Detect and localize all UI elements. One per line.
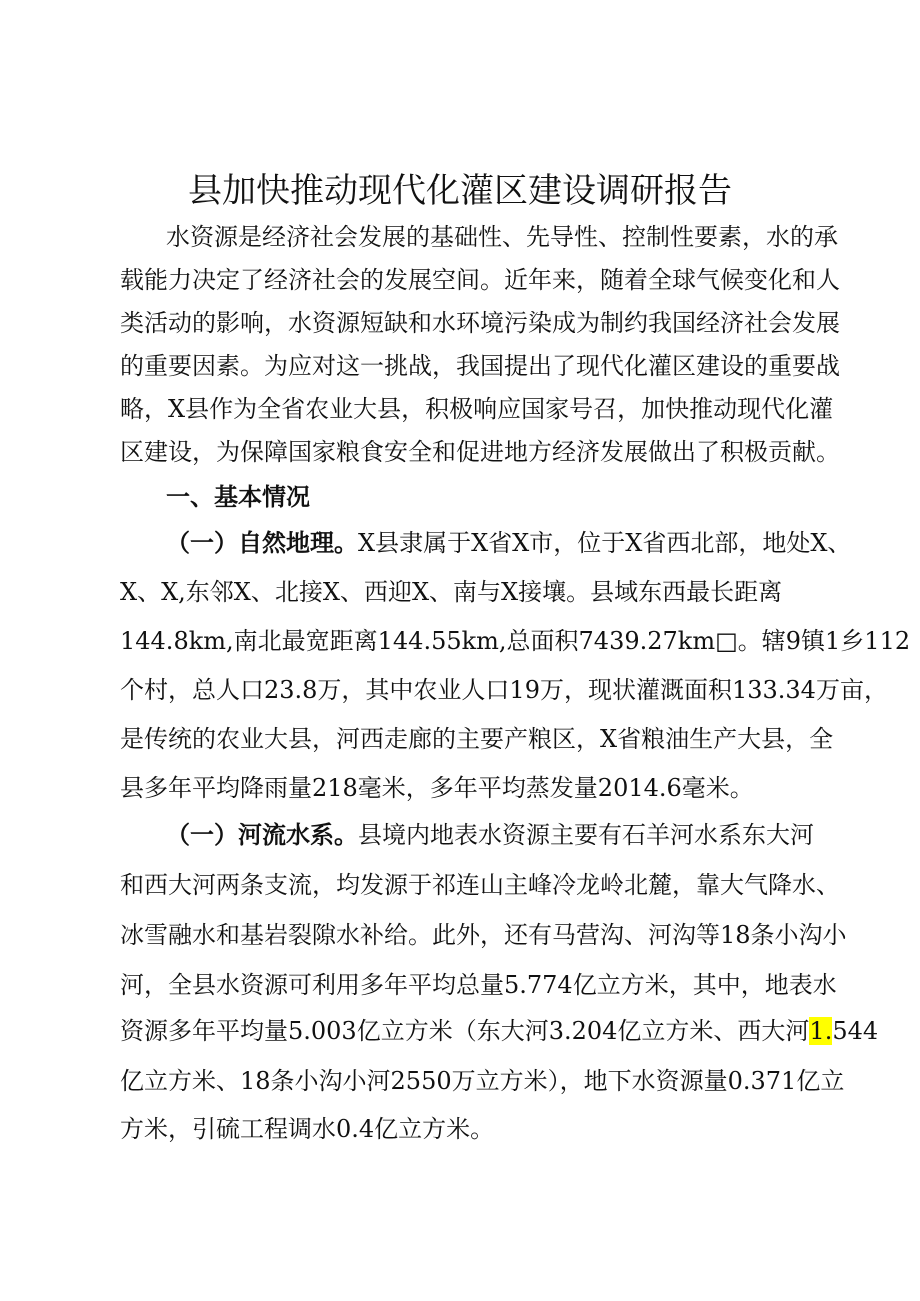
intro-line-5: 略，X县作为全省农业大县，积极响应国家号召，加快推动现代化灌 xyxy=(120,395,834,423)
section-heading: 一、基本情况 xyxy=(166,483,310,511)
intro-line-3: 类活动的影响，水资源短缺和水环境污染成为制约我国经济社会发展 xyxy=(120,309,840,337)
highlighted-text: 1. xyxy=(809,1017,833,1045)
p1-line-1 xyxy=(166,528,852,558)
intro-line-6: 区建设，为保障国家粮食安全和促进地方经济发展做出了积极贡献。 xyxy=(120,438,840,466)
p1-first-rest: X县隶属于X省X市，位于X省西北部，地处X、 xyxy=(358,529,852,557)
p1-line-3: 144.8km,南北最宽距离144.55km,总面积7439.27km□。辖9镇1乡112 xyxy=(120,627,911,655)
p1-line-4: 个村，总人口23.8万，其中农业人口19万，现状灌溉面积133.34万亩， xyxy=(120,676,888,704)
p2-line-5 xyxy=(120,1016,879,1046)
intro-line-1: 水资源是经济社会发展的基础性、先导性、控制性要素，水的承 xyxy=(166,223,838,251)
p1-line-2: X、X,东邻X、北接X、西迎X、南与X接壤。县域东西最长距离 xyxy=(120,578,783,606)
p1-lead: （一）自然地理。 xyxy=(166,529,358,557)
intro-line-2: 载能力决定了经济社会的发展空间。近年来，随着全球气候变化和人 xyxy=(120,266,840,294)
p2-first-rest: 县境内地表水资源主要有石羊河水系东大河 xyxy=(358,821,814,849)
p2-line5-after: 544 xyxy=(832,1017,879,1045)
p2-line-7: 方米，引硫工程调水0.4亿立方米。 xyxy=(120,1115,495,1143)
p2-line-6: 亿立方米、18条小沟小河2550万立方米），地下水资源量0.371亿立 xyxy=(120,1067,845,1095)
p2-line-2: 和西大河两条支流，均发源于祁连山主峰冷龙岭北麓，靠大气降水、 xyxy=(120,871,840,899)
intro-line-4: 的重要因素。为应对这一挑战，我国提出了现代化灌区建设的重要战 xyxy=(120,352,840,380)
p2-line5-before: 资源多年平均量5.003亿立方米（东大河3.204亿立方米、西大河 xyxy=(120,1017,810,1045)
p1-line-6: 县多年平均降雨量218毫米，多年平均蒸发量2014.6毫米。 xyxy=(120,774,754,802)
p1-line-5: 是传统的农业大县，河西走廊的主要产粮区，X省粮油生产大县，全 xyxy=(120,725,834,753)
p2-line-1 xyxy=(166,820,814,850)
document-title: 县加快推动现代化灌区建设调研报告 xyxy=(188,171,732,211)
p2-line-4: 河，全县水资源可利用多年平均总量5.774亿立方米，其中，地表水 xyxy=(120,971,837,999)
p2-lead: （一）河流水系。 xyxy=(166,821,358,849)
p2-line-3: 冰雪融水和基岩裂隙水补给。此外，还有马营沟、河沟等18条小沟小 xyxy=(120,921,847,949)
